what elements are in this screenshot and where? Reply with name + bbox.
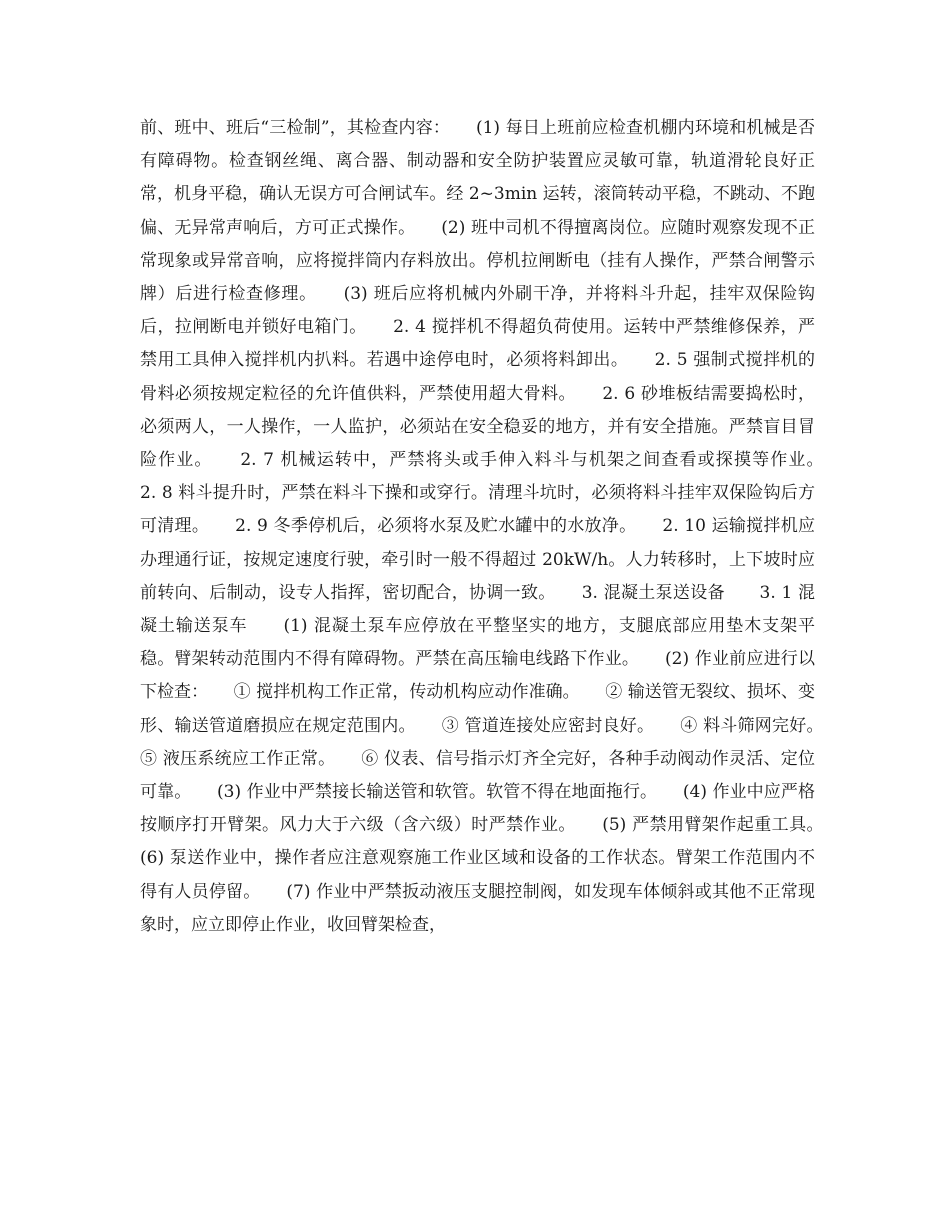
body-paragraph: 前、班中、班后“三检制”，其检查内容： (1) 每日上班前应检查机棚内环境和机械是否有障碍物。检查钢丝绳、离合器、制动器和安全防护装置应灵敏可靠，轨道滑轮良好正常，机身平稳，确认无误方可合闸试车。经 2~3min 运转，滚筒转动平稳，不跳动、不跑偏、无异常声响后，方可正式操作。 (2) 班中司机不得擅离岗位。应随时观察发现不正常现象或异常音响，应将搅拌筒内存料放出。停机拉闸断电（挂有人操作，严禁合闸警示牌）后进行检查修理。 (3) 班后应将机械内外刷干净，并将料斗升起，挂牢双保险钩后，拉闸断电并锁好电箱门。 2. 4 搅拌机不得超负荷使用。运转中严禁维修保养，严禁用工具伸入搅拌机内扒料。若遇中途停电时，必须将料卸出。 2. 5 强制式搅拌机的骨料必须按规定粒径的允许值供料，严禁使用超大骨料。 2. 6 砂堆板结需要捣松时，必须两人，一人操作，一人监护，必须站在安全稳妥的地方，并有安全措施。严禁盲目冒险作业。 2. 7 机械运转中，严禁将头或手伸入料斗与机架之间查看或探摸等作业。 2. 8 料斗提升时，严禁在料斗下操和或穿行。清理斗坑时，必须将料斗挂牢双保险钩后方可清理。 2. 9 冬季停机后，必须将水泵及贮水罐中的水放净。 2. 10 运输搅拌机应办理通行证，按规定速度行驶，牵引时一般不得超过 20kW/h。人力转移时，上下坡时应前转向、后制动，设专人指挥，密切配合，协调一致。 3. 混凝土泵送设备 3. 1 混凝土输送泵车 (1) 混凝土泵车应停放在平整坚实的地方，支腿底部应用垫木支架平稳。臂架转动范围内不得有障碍物。严禁在高压输电线路下作业。 (2) 作业前应进行以下检查： ① 搅拌机构工作正常，传动机构应动作准确。 ② 输送管无裂纹、损坏、变形、输送管道磨损应在规定范围内。 ③ 管道连接处应密封良好。 ④ 料斗筛网完好。 ⑤ 液压系统应工作正常。 ⑥ 仪表、信号指示灯齐全完好，各种手动阀动作灵活、定位可靠。 (3) 作业中严禁接长输送管和软管。软管不得在地面拖行。 (4) 作业中应严格按顺序打开臂架。风力大于六级（含六级）时严禁作业。 (5) 严禁用臂架作起重工具。 (6) 泵送作业中，操作者应注意观察施工作业区域和设备的工作状态。臂架工作范围内不得有人员停留。 (7) 作业中严禁扳动液压支腿控制阀，如发现车体倾斜或其他不正常现象时，应立即停止作业，收回臂架检查， — [140, 118, 849, 935]
